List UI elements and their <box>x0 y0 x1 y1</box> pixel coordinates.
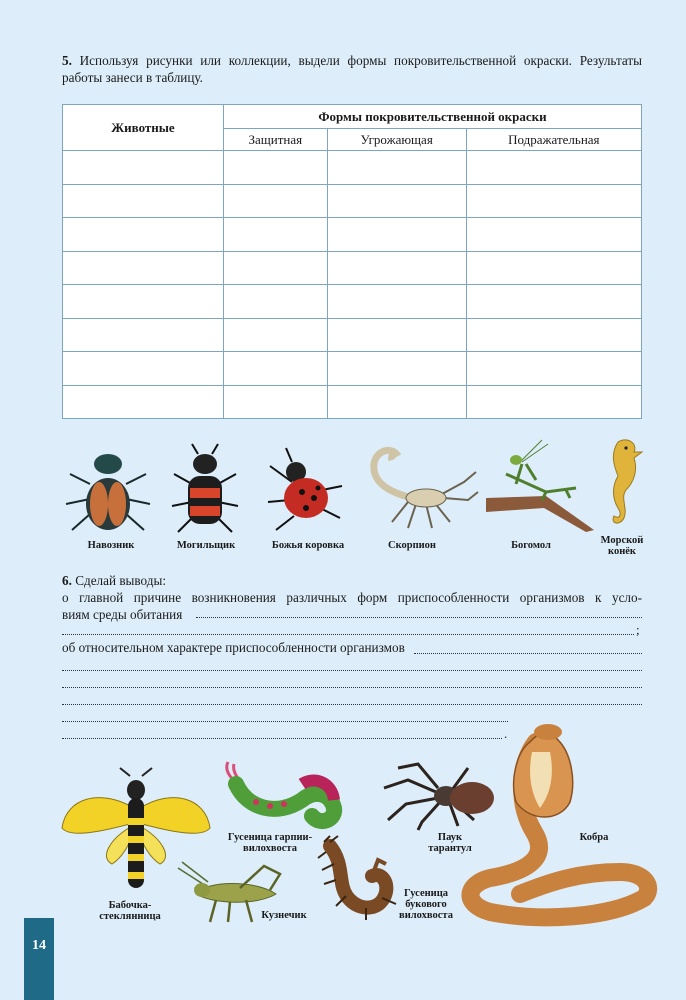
task-6-line3: об относительном характере приспособленности организмов <box>62 640 405 655</box>
label-pauk: Паук тарантул <box>428 832 472 854</box>
scorpion-illustration <box>352 442 482 532</box>
table-cell[interactable] <box>466 251 641 285</box>
table-cell[interactable] <box>327 184 466 218</box>
answer-line[interactable] <box>62 720 508 722</box>
dung-beetle-illustration <box>60 444 156 536</box>
table-row <box>63 151 642 185</box>
semicolon-mark: ; <box>636 622 640 637</box>
header-coloration-forms: Формы покровительственной окраски <box>224 105 642 129</box>
answer-line[interactable] <box>62 737 502 739</box>
table-cell[interactable] <box>224 385 328 419</box>
table-cell[interactable] <box>466 352 641 386</box>
burying-beetle-illustration <box>168 444 242 534</box>
page-number-tab <box>24 918 54 1000</box>
task-5-instruction <box>62 52 642 86</box>
table-cell[interactable] <box>224 218 328 252</box>
table-cell[interactable] <box>466 218 641 252</box>
table-cell[interactable] <box>466 385 641 419</box>
table-cell[interactable] <box>466 151 641 185</box>
lobster-moth-caterpillar-illustration <box>316 836 400 922</box>
period-mark: . <box>504 726 508 741</box>
header-mimicry: Подражательная <box>466 129 641 151</box>
cobra-illustration <box>460 722 654 918</box>
label-mogilshchik: Могильщик <box>176 540 236 551</box>
coloration-table <box>62 104 642 419</box>
label-gusenitsa-garpii: Гусеница гарпии-вилохвоста <box>227 832 313 854</box>
label-morskoy-konek: Морской конёк <box>600 535 644 557</box>
label-babochka: Бабочка-стеклянница <box>99 900 161 922</box>
table-row <box>63 251 642 285</box>
table-cell[interactable] <box>327 251 466 285</box>
label-bozhya-korovka: Божья коровка <box>271 540 345 551</box>
table-cell[interactable] <box>63 385 224 419</box>
table-cell[interactable] <box>63 352 224 386</box>
table-cell[interactable] <box>224 184 328 218</box>
answer-line[interactable] <box>62 686 642 688</box>
header-protective: Защитная <box>224 129 328 151</box>
label-bogomol: Богомол <box>511 540 551 551</box>
answer-line[interactable] <box>196 616 642 618</box>
table-cell[interactable] <box>224 352 328 386</box>
table-cell[interactable] <box>466 285 641 319</box>
table-row <box>63 218 642 252</box>
table-cell[interactable] <box>466 318 641 352</box>
puss-moth-caterpillar-illustration <box>218 760 342 832</box>
table-cell[interactable] <box>327 352 466 386</box>
task-5-number: 5. <box>62 53 72 68</box>
answer-line[interactable] <box>62 633 634 635</box>
label-navoznik: Навозник <box>87 540 135 551</box>
answer-line[interactable] <box>62 703 642 705</box>
ladybug-illustration <box>262 446 346 532</box>
table-row <box>63 285 642 319</box>
header-animals: Животные <box>63 105 224 151</box>
table-cell[interactable] <box>224 251 328 285</box>
table-cell[interactable] <box>63 318 224 352</box>
table-cell[interactable] <box>63 184 224 218</box>
table-cell[interactable] <box>327 285 466 319</box>
mantis-illustration <box>486 434 596 532</box>
page-number: 14 <box>32 938 46 953</box>
seahorse-illustration <box>600 434 646 530</box>
table-cell[interactable] <box>63 251 224 285</box>
table-row <box>63 385 642 419</box>
table-row <box>63 184 642 218</box>
table-cell[interactable] <box>63 285 224 319</box>
label-skorpion: Скорпион <box>388 540 436 551</box>
label-kuznechik: Кузнечик <box>261 910 307 921</box>
table-row <box>63 352 642 386</box>
table-row <box>63 318 642 352</box>
table-cell[interactable] <box>224 151 328 185</box>
table-cell[interactable] <box>63 151 224 185</box>
task-5-text: Используя рисунки или коллекции, выдели формы покровительственной окраски. Результаты работы занеси в таблицу. <box>62 53 643 85</box>
task-6-line2: виям среды обитания <box>62 607 183 622</box>
answer-line[interactable] <box>414 652 642 654</box>
label-gusenitsa-bukovogo: Гусеница букового вилохвоста <box>399 888 453 921</box>
table-cell[interactable] <box>327 385 466 419</box>
table-cell[interactable] <box>327 218 466 252</box>
table-cell[interactable] <box>466 184 641 218</box>
task-6-line1: о главной причине возникновения различных форм приспособленности организмов к усло- <box>62 590 642 605</box>
label-kobra: Кобра <box>579 832 609 843</box>
table-cell[interactable] <box>327 318 466 352</box>
answer-line[interactable] <box>62 669 642 671</box>
header-threatening: Угрожающая <box>327 129 466 151</box>
table-cell[interactable] <box>224 285 328 319</box>
table-cell[interactable] <box>327 151 466 185</box>
table-cell[interactable] <box>63 218 224 252</box>
task-6-number: 6. <box>62 573 72 588</box>
table-cell[interactable] <box>224 318 328 352</box>
task-6-title: Сделай выводы: <box>75 573 167 588</box>
